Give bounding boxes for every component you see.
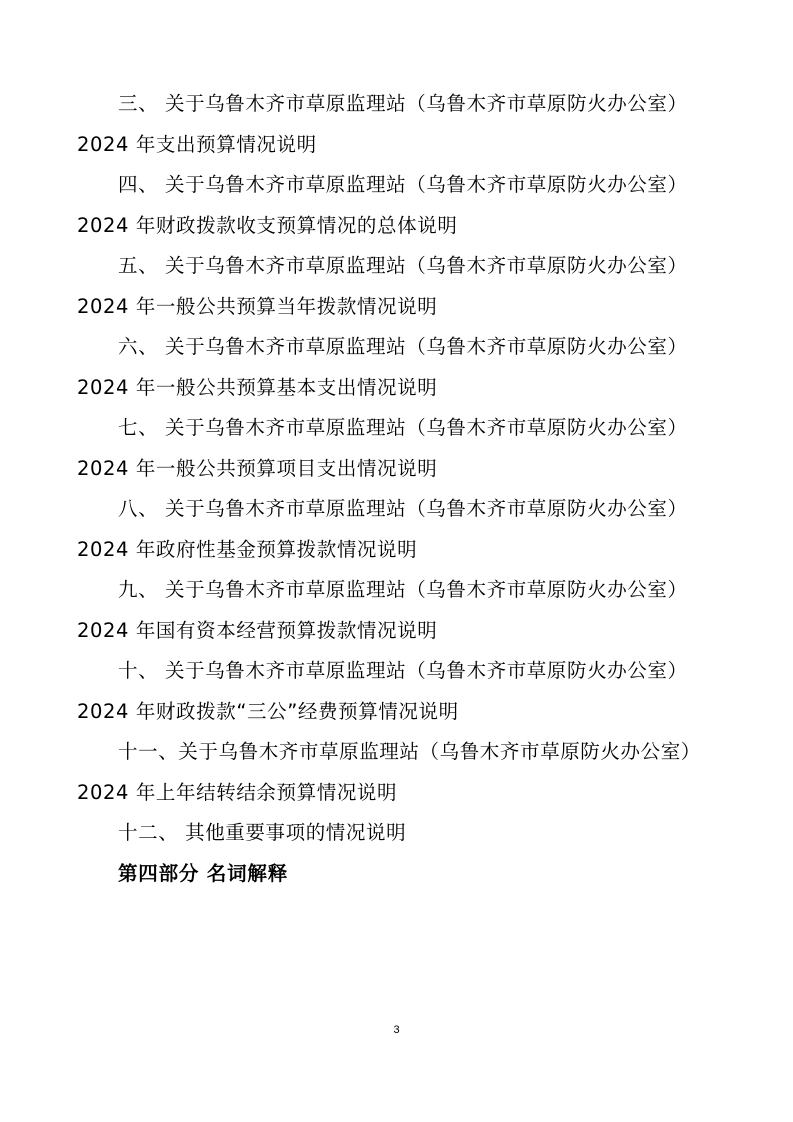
toc-item-12: 十二、 其他重要事项的情况说明 [118, 821, 407, 844]
toc-item-5-line-2: 2024 年一般公共预算当年拨款情况说明 [77, 294, 438, 318]
toc-item-3-line-2: 2024 年支出预算情况说明 [77, 132, 317, 156]
toc-item-8-line-1: 八、 关于乌鲁木齐市草原监理站（乌鲁木齐市草原防火办公室） [118, 497, 688, 520]
toc-item-4-line-1: 四、 关于乌鲁木齐市草原监理站（乌鲁木齐市草原防火办公室） [118, 173, 688, 196]
section-heading: 第四部分 名词解释 [118, 861, 288, 885]
toc-item-11-line-2: 2024 年上年结转结余预算情况说明 [77, 780, 398, 804]
toc-item-10-line-2: 2024 年财政拨款“三公”经费预算情况说明 [77, 699, 459, 723]
toc-item-7-line-2: 2024 年一般公共预算项目支出情况说明 [77, 456, 438, 480]
toc-item-3-line-1: 三、 关于乌鲁木齐市草原监理站（乌鲁木齐市草原防火办公室） [118, 92, 688, 115]
toc-item-7-line-1: 七、 关于乌鲁木齐市草原监理站（乌鲁木齐市草原防火办公室） [118, 416, 688, 439]
toc-item-5-line-1: 五、 关于乌鲁木齐市草原监理站（乌鲁木齐市草原防火办公室） [118, 254, 688, 277]
toc-item-8-line-2: 2024 年政府性基金预算拨款情况说明 [77, 537, 418, 561]
toc-item-4-line-2: 2024 年财政拨款收支预算情况的总体说明 [77, 213, 458, 237]
toc-item-10-line-1: 十、 关于乌鲁木齐市草原监理站（乌鲁木齐市草原防火办公室） [118, 659, 688, 682]
page-number: 3 [393, 1024, 400, 1036]
toc-item-6-line-1: 六、 关于乌鲁木齐市草原监理站（乌鲁木齐市草原防火办公室） [118, 335, 688, 358]
toc-item-9-line-1: 九、 关于乌鲁木齐市草原监理站（乌鲁木齐市草原防火办公室） [118, 578, 688, 601]
toc-item-11-line-1: 十一、关于乌鲁木齐市草原监理站（乌鲁木齐市草原防火办公室） [118, 740, 701, 763]
toc-content [77, 84, 722, 894]
toc-item-9-line-2: 2024 年国有资本经营预算拨款情况说明 [77, 618, 438, 642]
toc-item-6-line-2: 2024 年一般公共预算基本支出情况说明 [77, 375, 438, 399]
